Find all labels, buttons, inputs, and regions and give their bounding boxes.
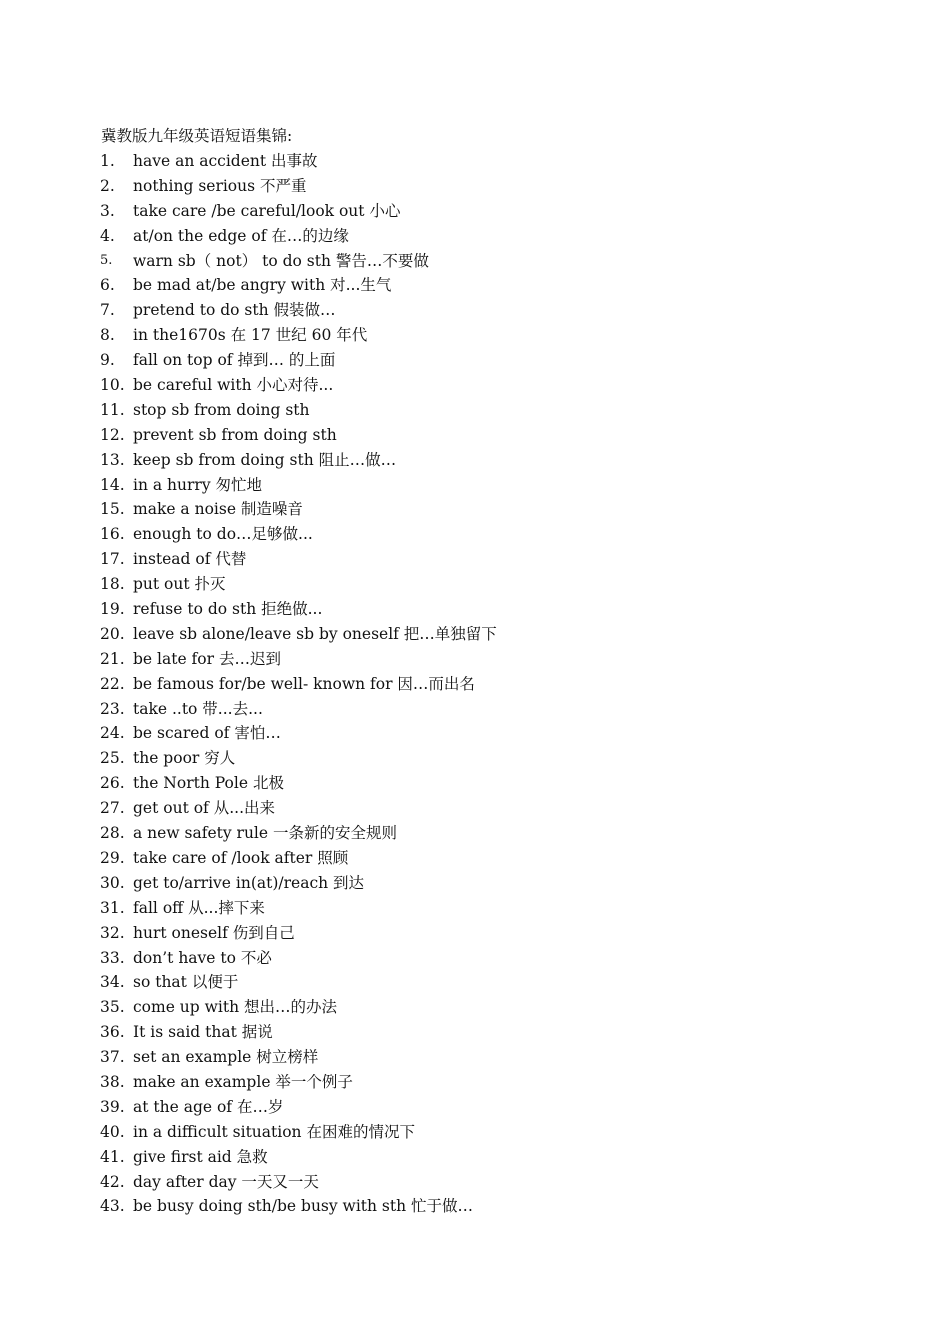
- item-number: 25.: [100, 749, 125, 768]
- item-number: 9.: [100, 351, 115, 370]
- phrase-text: in a difficult situation 在困难的情况下: [133, 1122, 415, 1141]
- list-item: [100, 497, 497, 522]
- phrase-text: the poor 穷人: [133, 749, 236, 768]
- list-item: [100, 149, 497, 174]
- item-number: 40.: [100, 1122, 125, 1141]
- item-number: 26.: [100, 774, 125, 793]
- list-item: [100, 1095, 497, 1120]
- phrase-text: take care /be careful/look out 小心: [133, 201, 401, 220]
- phrase-text: day after day 一天又一天: [133, 1172, 319, 1191]
- phrase-text: nothing serious 不严重: [133, 176, 307, 195]
- item-number: 34.: [100, 973, 125, 992]
- phrase-text: don’t have to 不必: [133, 948, 272, 967]
- document-title: 冀教版九年级英语短语集锦:: [101, 127, 293, 145]
- phrase-text: be busy doing sth/be busy with sth 忙于做…: [133, 1197, 474, 1216]
- list-item: [100, 796, 497, 821]
- list-item: [100, 1170, 497, 1195]
- list-item: [100, 1020, 497, 1045]
- item-number: 20.: [100, 624, 125, 643]
- phrase-text: fall off 从...摔下来: [133, 898, 265, 917]
- phrase-text: so that 以便于: [133, 973, 239, 992]
- list-item: [100, 896, 497, 921]
- phrase-text: be famous for/be well- known for 因…而出名: [133, 674, 475, 693]
- phrase-text: give first aid 急救: [133, 1147, 268, 1166]
- list-item: [100, 547, 497, 572]
- item-number: 42.: [100, 1172, 125, 1191]
- item-number: 12.: [100, 425, 125, 444]
- phrase-text: warn sb（ not） to do sth 警告…不要做: [133, 251, 429, 270]
- phrase-text: instead of 代替: [133, 550, 247, 569]
- item-number: 11.: [100, 400, 125, 419]
- phrase-text: be careful with 小心对待...: [133, 376, 334, 395]
- list-item: [100, 348, 497, 373]
- item-number: 7.: [100, 301, 115, 320]
- item-number: 15.: [100, 500, 125, 519]
- phrase-text: come up with 想出…的办法: [133, 998, 338, 1017]
- list-item: [100, 846, 497, 871]
- item-number: 32.: [100, 923, 125, 942]
- phrase-text: be mad at/be angry with 对...生气: [133, 276, 392, 295]
- list-item: [100, 473, 497, 498]
- phrase-text: refuse to do sth 拒绝做...: [133, 600, 323, 619]
- item-number: 36.: [100, 1023, 125, 1042]
- phrase-text: have an accident 出事故: [133, 152, 318, 170]
- item-number: 27.: [100, 799, 125, 818]
- phrase-text: put out 扑灭: [133, 575, 226, 594]
- item-number: 21.: [100, 649, 125, 668]
- list-item: [100, 1045, 497, 1070]
- list-item: [100, 721, 497, 746]
- phrase-text: make a noise 制造噪音: [133, 500, 303, 519]
- phrase-text: in the1670s 在 17 世纪 60 年代: [133, 326, 368, 345]
- phrase-text: a new safety rule 一条新的安全规则: [133, 824, 397, 843]
- list-item: [100, 398, 497, 423]
- item-number: 3.: [100, 201, 115, 220]
- list-item: [100, 697, 497, 722]
- phrase-text: at the age of 在…岁: [133, 1097, 284, 1116]
- phrase-text: get out of 从...出来: [133, 799, 275, 818]
- list-item: [100, 1145, 497, 1170]
- phrase-text: make an example 举一个例子: [133, 1072, 353, 1091]
- item-number: 2.: [100, 176, 115, 195]
- list-item: [100, 224, 497, 249]
- item-number: 30.: [100, 873, 125, 892]
- item-number: 14.: [100, 475, 125, 494]
- phrase-text: be scared of 害怕…: [133, 724, 281, 743]
- item-number: 33.: [100, 948, 125, 967]
- item-number: 28.: [100, 824, 125, 843]
- list-item: [100, 199, 497, 224]
- phrase-text: in a hurry 匆忙地: [133, 475, 263, 494]
- list-item: [100, 298, 497, 323]
- list-item: [100, 572, 497, 597]
- list-item: [100, 1194, 497, 1219]
- item-number: 22.: [100, 674, 125, 693]
- phrase-text: take ..to 带...去...: [133, 699, 263, 718]
- item-number: 35.: [100, 998, 125, 1017]
- item-number: 8.: [100, 326, 115, 345]
- item-number: 17.: [100, 550, 125, 569]
- list-item: [100, 323, 497, 348]
- phrase-text: the North Pole 北极: [133, 774, 284, 793]
- item-number: 1.: [100, 152, 115, 170]
- item-number: 31.: [100, 898, 125, 917]
- item-number: 24.: [100, 724, 125, 743]
- phrase-text: pretend to do sth 假装做…: [133, 301, 336, 320]
- item-number: 10.: [100, 376, 125, 395]
- item-number: 37.: [100, 1048, 125, 1067]
- phrase-list: [100, 149, 497, 1219]
- item-number: 6.: [100, 276, 115, 295]
- list-item: [100, 746, 497, 771]
- phrase-text: prevent sb from doing sth: [133, 425, 337, 444]
- phrase-text: hurt oneself 伤到自己: [133, 923, 295, 942]
- item-number: 16.: [100, 525, 125, 544]
- list-item: [100, 1120, 497, 1145]
- phrase-text: set an example 树立榜样: [133, 1048, 319, 1067]
- list-item: [100, 249, 497, 274]
- phrase-text: at/on the edge of 在…的边缘: [133, 226, 349, 245]
- phrase-text: keep sb from doing sth 阻止…做…: [133, 450, 397, 469]
- list-item: [100, 672, 497, 697]
- list-item: [100, 597, 497, 622]
- phrase-text: stop sb from doing sth: [133, 400, 310, 419]
- list-item: [100, 1070, 497, 1095]
- item-number: 23.: [100, 699, 125, 718]
- phrase-text: leave sb alone/leave sb by oneself 把…单独留下: [133, 624, 497, 643]
- list-item: [100, 273, 497, 298]
- item-number: 38.: [100, 1072, 125, 1091]
- list-item: [100, 647, 497, 672]
- item-number: 39.: [100, 1097, 125, 1116]
- list-item: [100, 970, 497, 995]
- item-number: 13.: [100, 450, 125, 469]
- item-number: 5.: [100, 252, 113, 268]
- list-item: [100, 373, 497, 398]
- list-item: [100, 522, 497, 547]
- item-number: 43.: [100, 1197, 125, 1216]
- list-item: [100, 448, 497, 473]
- phrase-text: It is said that 据说: [133, 1023, 273, 1042]
- list-item: [100, 423, 497, 448]
- list-item: [100, 771, 497, 796]
- item-number: 19.: [100, 600, 125, 619]
- list-item: [100, 995, 497, 1020]
- list-item: [100, 871, 497, 896]
- list-item: [100, 821, 497, 846]
- item-number: 18.: [100, 575, 125, 594]
- phrase-text: enough to do…足够做...: [133, 525, 313, 544]
- item-number: 4.: [100, 226, 115, 245]
- phrase-text: get to/arrive in(at)/reach 到达: [133, 873, 365, 892]
- list-item: [100, 174, 497, 199]
- list-item: [100, 921, 497, 946]
- item-number: 29.: [100, 848, 125, 867]
- phrase-text: take care of /look after 照顾: [133, 848, 349, 867]
- phrase-text: fall on top of 掉到… 的上面: [133, 351, 336, 370]
- list-item: [100, 946, 497, 971]
- phrase-text: be late for 去…迟到: [133, 649, 281, 668]
- list-item: [100, 622, 497, 647]
- item-number: 41.: [100, 1147, 125, 1166]
